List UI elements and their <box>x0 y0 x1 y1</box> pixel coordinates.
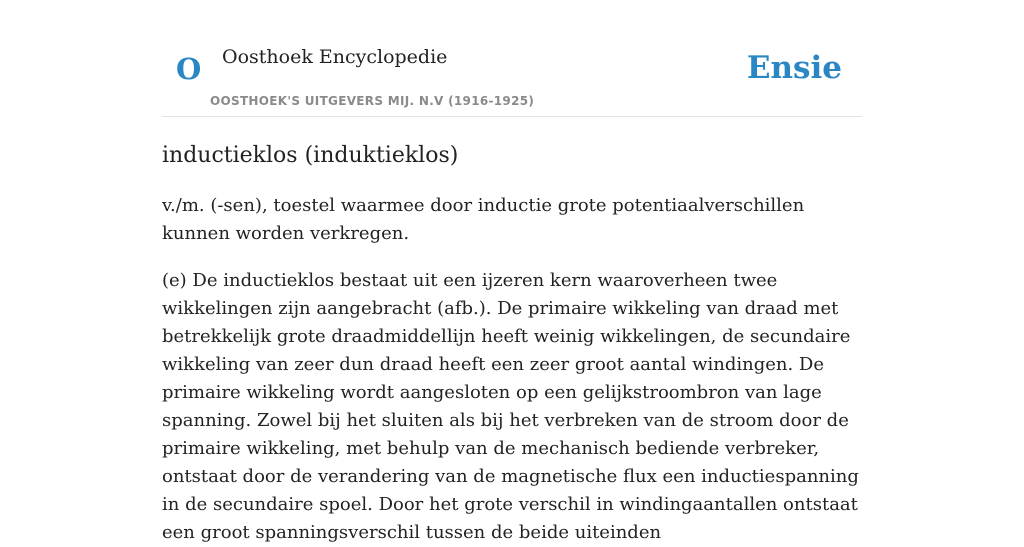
entry-definition: v./m. (-sen), toestel waarmee door inductie grote potentiaalverschillen kunnen worden verkregen. <box>162 195 805 244</box>
entry-body-paragraph: (e) De inductieklos bestaat uit een ijzeren kern waaroverheen twee wikkelingen zijn aangebracht (afb.). De primaire wikkeling van draad met betrekkelijk grote draadmiddellijn heeft weinig wikkelingen, de secundaire wikkeling van zeer dun draad heeft een zeer groot aantal windingen. De primaire wikkeling wordt aangesloten op een gelijkstroombron van lage spanning. Zowel bij het sluiten als bij het verbreken van de stroom door de primaire wikkeling, met behulp van de mechanisch bediende verbreker, ontstaat door de verandering van de magnetische flux een inductiespanning in de secundaire spoel. Door het grote verschil in windingaantallen ontstaat een groot spanningsverschil tussen de beide uiteinden <box>162 270 859 543</box>
publisher-subtitle: OOSTHOEK'S UITGEVERS MIJ. N.V (1916-1925) <box>210 94 535 108</box>
page-container <box>162 0 862 547</box>
entry-title: inductieklos (induktieklos) <box>162 143 459 168</box>
index-letter[interactable]: O <box>176 52 202 86</box>
publication-title[interactable]: Oosthoek Encyclopedie <box>222 46 448 68</box>
ensie-logo-link[interactable]: Ensie <box>746 50 842 86</box>
entry-header <box>162 0 862 117</box>
